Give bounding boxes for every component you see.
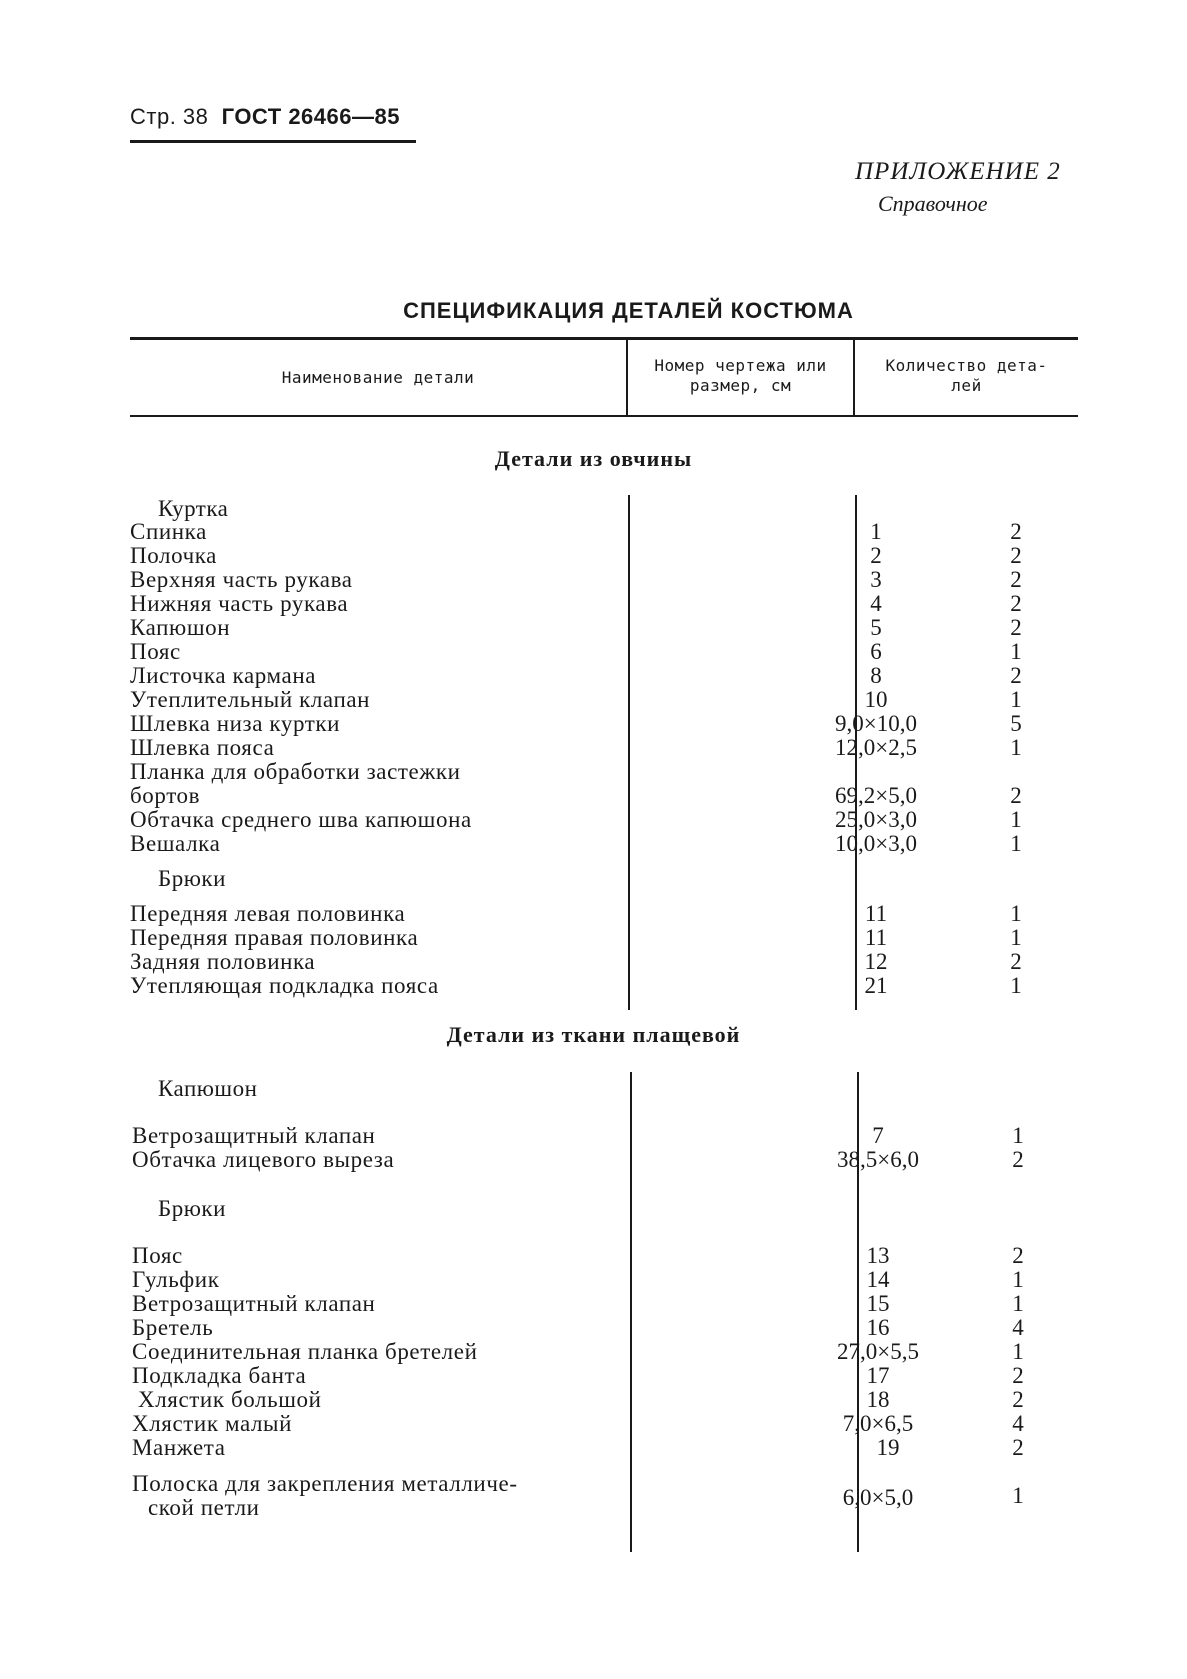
row-drawing: 15 xyxy=(866,1291,890,1316)
table-row xyxy=(132,1364,1082,1388)
row-quantity: 2 xyxy=(1010,949,1022,974)
table-row xyxy=(132,1148,1082,1172)
table-title: СПЕЦИФИКАЦИЯ ДЕТАЛЕЙ КОСТЮМА xyxy=(403,298,854,323)
table-row xyxy=(130,520,1080,544)
row-name: Обтачка лицевого выреза xyxy=(132,1147,395,1172)
row-name: Ветрозащитный клапан xyxy=(132,1291,376,1316)
row-quantity: 1 xyxy=(1010,735,1022,760)
appendix-subtitle: Справочное xyxy=(878,191,988,216)
row-quantity: 1 xyxy=(1012,1291,1024,1316)
row-drawing: 12 xyxy=(864,949,888,974)
table-row xyxy=(132,1436,1082,1460)
table-row xyxy=(130,926,1080,950)
table-row xyxy=(130,664,1080,688)
row-name-continuation: бортов xyxy=(130,783,201,808)
row-name: Манжета xyxy=(132,1435,226,1460)
group-jacket: Куртка xyxy=(158,496,229,521)
row-drawing: 10 xyxy=(864,687,888,712)
row-name: Верхняя часть рукава xyxy=(130,567,353,592)
table-row xyxy=(132,1268,1082,1292)
table-row xyxy=(130,808,1080,832)
table-row xyxy=(130,832,1080,856)
row-quantity: 2 xyxy=(1012,1387,1024,1412)
row-name: Бретель xyxy=(132,1315,214,1340)
column-header-quantity-line1: Количество дета- xyxy=(885,356,1048,375)
row-drawing: 7 xyxy=(872,1123,884,1148)
row-drawing: 69,2×5,0 xyxy=(835,783,917,808)
table-row xyxy=(130,974,1080,998)
row-name: Пояс xyxy=(132,1243,183,1268)
row-name: Подкладка банта xyxy=(132,1363,307,1388)
row-name: Хлястик малый xyxy=(132,1411,293,1436)
column-header-name-text: Наименование детали xyxy=(281,368,475,387)
row-name: Передняя правая половинка xyxy=(130,925,419,950)
row-name: Передняя левая половинка xyxy=(130,901,406,926)
row-drawing: 17 xyxy=(866,1363,890,1388)
row-drawing: 10,0×3,0 xyxy=(835,831,917,856)
row-quantity: 2 xyxy=(1012,1147,1024,1172)
row-drawing: 7,0×6,5 xyxy=(842,1411,914,1436)
row-quantity: 2 xyxy=(1010,567,1022,592)
row-quantity: 1 xyxy=(1012,1339,1024,1364)
column-header-name xyxy=(130,368,626,388)
column-header-drawing-line1: Номер чертежа или xyxy=(654,356,827,375)
table-row xyxy=(130,902,1080,926)
row-drawing: 38,5×6,0 xyxy=(837,1147,919,1172)
row-quantity: 1 xyxy=(1010,639,1022,664)
table-row xyxy=(132,1124,1082,1148)
row-drawing: 4 xyxy=(870,591,882,616)
row-drawing: 6,0×5,0 xyxy=(842,1485,914,1510)
row-name: Шлевка низа куртки xyxy=(130,711,341,736)
row-drawing: 18 xyxy=(866,1387,890,1412)
row-name: Спинка xyxy=(130,519,207,544)
row-drawing: 13 xyxy=(866,1243,890,1268)
table-row xyxy=(130,592,1080,616)
row-name: Вешалка xyxy=(130,831,221,856)
row-drawing: 21 xyxy=(864,973,888,998)
page-number: Стр. 38 xyxy=(130,104,209,129)
row-drawing: 9,0×10,0 xyxy=(835,711,917,736)
table-row xyxy=(130,712,1080,736)
row-quantity: 1 xyxy=(1010,901,1022,926)
table-row xyxy=(132,1412,1082,1436)
row-quantity: 1 xyxy=(1012,1267,1024,1292)
table-row xyxy=(132,1316,1082,1340)
table-row xyxy=(132,1340,1082,1364)
table-row xyxy=(130,544,1080,568)
row-drawing: 8 xyxy=(870,663,882,688)
table-row xyxy=(132,1244,1082,1268)
row-quantity: 2 xyxy=(1010,783,1022,808)
row-drawing: 19 xyxy=(876,1435,900,1460)
table-row xyxy=(132,1292,1082,1316)
row-quantity: 2 xyxy=(1012,1435,1024,1460)
row-drawing: 11 xyxy=(864,901,888,926)
row-drawing: 11 xyxy=(864,925,888,950)
table-row xyxy=(130,616,1080,640)
row-name: Ветрозащитный клапан xyxy=(132,1123,376,1148)
table-top-rule xyxy=(130,337,1078,340)
column-header-quantity xyxy=(855,356,1078,396)
table-row xyxy=(130,736,1080,760)
row-quantity: 1 xyxy=(1010,807,1022,832)
row-name: Пояс xyxy=(130,639,181,664)
row-name: Планка для обработки застежки xyxy=(130,759,461,784)
row-drawing: 6 xyxy=(870,639,882,664)
row-drawing: 16 xyxy=(866,1315,890,1340)
table-row xyxy=(138,1388,1088,1412)
standard-number: ГОСТ 26466—85 xyxy=(221,104,400,129)
table-row xyxy=(130,950,1080,974)
page-header xyxy=(130,104,400,130)
row-name: Нижняя часть рукава xyxy=(130,591,349,616)
table-row xyxy=(132,1471,1082,1520)
row-drawing: 2 xyxy=(870,543,882,568)
row-quantity: 2 xyxy=(1010,543,1022,568)
row-quantity: 1 xyxy=(1010,831,1022,856)
row-name: Утеплительный клапан xyxy=(130,687,371,712)
column-header-drawing-line2: размер, см xyxy=(689,376,792,395)
table-row xyxy=(130,640,1080,664)
group-trousers-fabric: Брюки xyxy=(158,1196,226,1221)
row-name: Полоска для закрепления металличе- xyxy=(132,1471,518,1496)
row-quantity: 2 xyxy=(1010,591,1022,616)
appendix-title: ПРИЛОЖЕНИЕ 2 xyxy=(855,158,1061,185)
table-header-bottom-rule xyxy=(130,415,1078,417)
row-drawing: 27,0×5,5 xyxy=(837,1339,919,1364)
row-quantity: 2 xyxy=(1012,1243,1024,1268)
row-drawing: 14 xyxy=(866,1267,890,1292)
row-quantity: 2 xyxy=(1012,1363,1024,1388)
row-drawing: 5 xyxy=(870,615,882,640)
row-drawing: 3 xyxy=(870,567,882,592)
row-drawing: 12,0×2,5 xyxy=(835,735,917,760)
row-name: Соединительная планка бретелей xyxy=(132,1339,478,1364)
column-header-drawing xyxy=(628,356,853,396)
group-trousers: Брюки xyxy=(158,866,226,891)
row-name: Листочка кармана xyxy=(130,663,317,688)
row-name: Полочка xyxy=(130,543,217,568)
row-quantity: 2 xyxy=(1010,663,1022,688)
row-name: Обтачка среднего шва капюшона xyxy=(130,807,472,832)
column-header-quantity-line2: лей xyxy=(951,376,982,395)
row-name-continuation: ской петли xyxy=(148,1495,260,1520)
row-drawing: 25,0×3,0 xyxy=(835,807,917,832)
group-hood: Капюшон xyxy=(158,1076,258,1101)
row-quantity: 4 xyxy=(1012,1411,1024,1436)
table-row xyxy=(130,568,1080,592)
row-quantity: 1 xyxy=(1012,1483,1024,1508)
row-quantity: 4 xyxy=(1012,1315,1024,1340)
row-quantity: 2 xyxy=(1010,519,1022,544)
header-underline xyxy=(130,140,416,143)
row-name: Утепляющая подкладка пояса xyxy=(130,973,439,998)
table-row xyxy=(130,759,1080,808)
table-row xyxy=(130,688,1080,712)
row-name: Шлевка пояса xyxy=(130,735,275,760)
section-title-raincoat-fabric: Детали из ткани плащевой xyxy=(446,1022,741,1047)
row-quantity: 1 xyxy=(1010,687,1022,712)
row-name: Хлястик большой xyxy=(138,1387,322,1412)
row-name: Задняя половинка xyxy=(130,949,316,974)
row-drawing: 1 xyxy=(870,519,882,544)
row-quantity: 1 xyxy=(1012,1123,1024,1148)
row-quantity: 5 xyxy=(1010,711,1022,736)
row-name: Гульфик xyxy=(132,1267,220,1292)
row-quantity: 2 xyxy=(1010,615,1022,640)
row-quantity: 1 xyxy=(1010,973,1022,998)
row-name: Капюшон xyxy=(130,615,231,640)
row-quantity: 1 xyxy=(1010,925,1022,950)
section-title-sheepskin: Детали из овчины xyxy=(494,446,693,471)
